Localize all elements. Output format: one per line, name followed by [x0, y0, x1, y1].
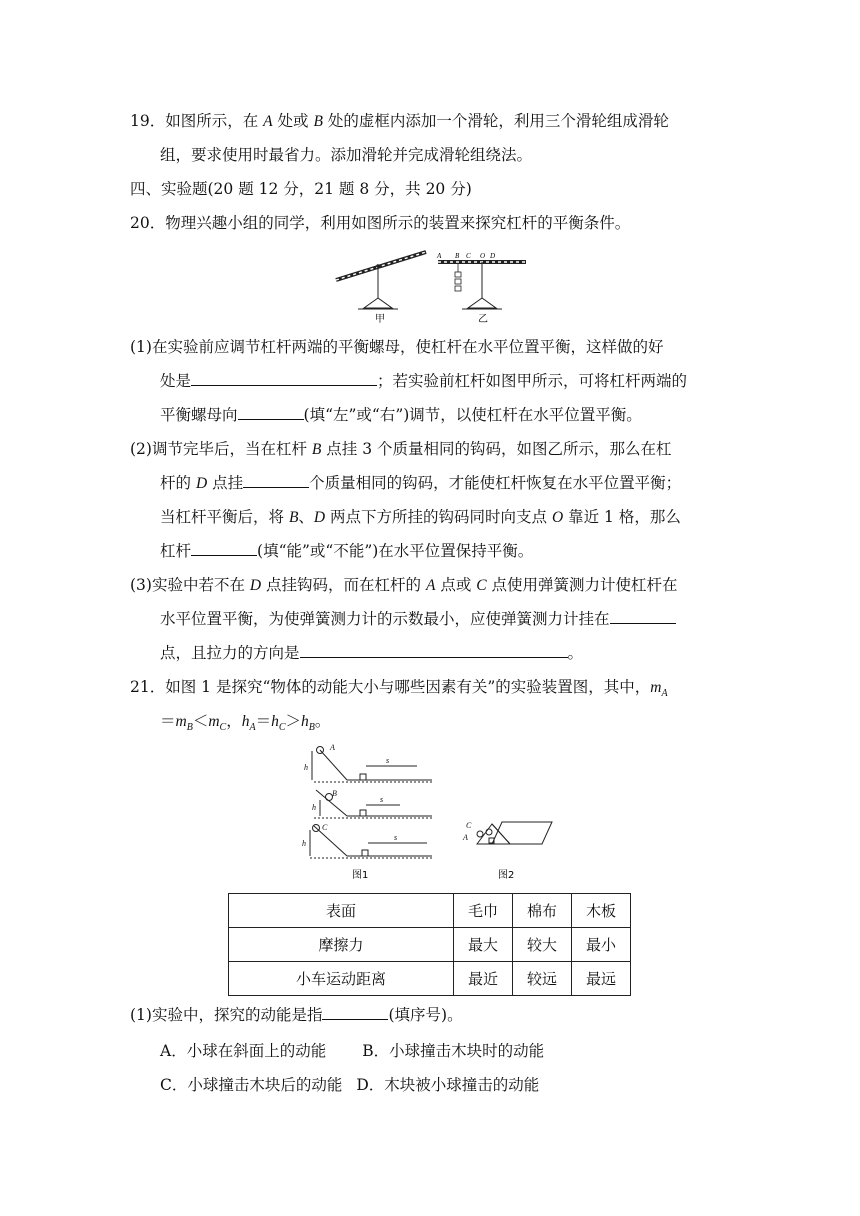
- fig-label-C: C: [322, 823, 328, 832]
- point-C: C: [466, 252, 471, 260]
- fig-label-A: A: [330, 743, 335, 752]
- table-cell: 最远: [572, 962, 631, 996]
- q20-p1-line-2: 处是 ；若实验前杠杆如图甲所示，可将杠杆两端的: [160, 372, 688, 390]
- section-heading: 四、实验题(20 题 12 分，21 题 8 分，共 20 分): [130, 180, 472, 198]
- fig1-caption: 图1: [352, 870, 369, 881]
- answer-blank[interactable]: [300, 642, 568, 658]
- option-a[interactable]: A．小球在斜面上的动能: [160, 1042, 327, 1060]
- table-cell: 较大: [513, 928, 572, 962]
- point-D: D: [490, 252, 496, 260]
- q20-p2-line-4: 杠杆 (填“能”或“不能”)在水平位置保持平衡。: [160, 542, 534, 560]
- q20-p2-line-2: 杆的 D 点挂 个质量相同的钩码，才能使杠杆恢复在水平位置平衡；: [160, 474, 682, 492]
- answer-blank[interactable]: [322, 1004, 388, 1020]
- surface-table: [228, 893, 631, 996]
- fig-label-s: s: [386, 756, 390, 765]
- q21-p1: (1)实验中，探究的动能是指 (填序号)。: [130, 1006, 463, 1024]
- answer-blank[interactable]: [191, 540, 257, 556]
- q20-p3-line-1: (3)实验中若不在 D 点挂钩码，而在杠杆的 A 点或 C 点使用弹簧测力计使杠杆在: [130, 576, 678, 594]
- q20-p3-line-3: 点，且拉力的方向是 。: [160, 644, 584, 662]
- q19-line-2: 组，要求使用时最省力。添加滑轮并完成滑轮组绕法。: [160, 146, 533, 164]
- fig2-caption: 图2: [498, 870, 515, 881]
- table-cell: 最近: [454, 962, 513, 996]
- answer-blank[interactable]: [610, 608, 676, 624]
- answer-blank[interactable]: [243, 472, 309, 488]
- lever-jia: [336, 252, 426, 309]
- q20-p1-line-3: 平衡螺母向 (填“左”或“右”)调节，以使杠杆在水平位置平衡。: [160, 406, 642, 424]
- lever-yi: [438, 262, 526, 309]
- fig-label-B: B: [332, 789, 337, 798]
- table-header: 表面: [229, 894, 454, 928]
- table-cell: 最小: [572, 928, 631, 962]
- option-c[interactable]: C．小球撞击木块后的动能: [160, 1076, 343, 1094]
- option-d[interactable]: D．木块被小球撞击的动能: [356, 1076, 540, 1094]
- q21-options-row-2: [160, 1074, 539, 1096]
- label-jia: 甲: [375, 314, 385, 324]
- fig-label-s: s: [394, 833, 398, 842]
- fig-label-h: h: [312, 803, 316, 812]
- answer-blank[interactable]: [238, 404, 304, 420]
- table-cell: 较远: [513, 962, 572, 996]
- q21-options-row-1: [160, 1040, 544, 1062]
- point-A: A: [437, 252, 442, 260]
- table-cell: 摩擦力: [229, 928, 454, 962]
- q20-p1-line-1: (1)在实验前应调节杠杆两端的平衡螺母，使杠杆在水平位置平衡，这样做的好: [130, 338, 664, 356]
- q20-p2-line-1: (2)调节完毕后，当在杠杆 B 点挂 3 个质量相同的钩码，如图乙所示，那么在杠: [130, 440, 672, 458]
- fig2-label-A: A: [463, 833, 468, 842]
- q21-stem-line-2: $=m_B<m_C$，$h_A=h_C>h_B$。: [160, 712, 331, 734]
- table-cell: 小车运动距离: [229, 962, 454, 996]
- table-row: [229, 928, 631, 962]
- table-header: 毛巾: [454, 894, 513, 928]
- answer-blank[interactable]: [191, 370, 377, 386]
- fig-label-s: s: [380, 795, 384, 804]
- label-yi: 乙: [478, 314, 488, 324]
- q21-stem-line-1: 21．如图 1 是探究“物体的动能大小与哪些因素有关”的实验装置图，其中，$m_A$: [130, 678, 668, 700]
- q19-line-1: 19．如图所示，在 A 处或 B 处的虚框内添加一个滑轮，利用三个滑轮组成滑轮: [130, 112, 669, 130]
- fig-label-h: h: [304, 763, 308, 772]
- q20-p2-line-3: 当杠杆平衡后，将 B、D 两点下方所挂的钩码同时向支点 O 靠近 1 格，那么: [160, 508, 681, 526]
- q20-stem: 20．物理兴趣小组的同学，利用如图所示的装置来探究杠杆的平衡条件。: [130, 214, 631, 232]
- table-header: 木板: [572, 894, 631, 928]
- fig2-label-C: C: [466, 821, 472, 830]
- point-O: O: [480, 252, 486, 260]
- table-row: [229, 962, 631, 996]
- table-cell: 最大: [454, 928, 513, 962]
- fig-label-h: h: [302, 839, 306, 848]
- table-header-row: [229, 894, 631, 928]
- lever-figure: [330, 246, 530, 324]
- point-B: B: [455, 252, 460, 260]
- q20-p3-line-2: 水平位置平衡，为使弹簧测力计的示数最小，应使弹簧测力计挂在: [160, 608, 676, 630]
- table-header: 棉布: [513, 894, 572, 928]
- kinetic-energy-figure: [302, 742, 562, 884]
- option-b[interactable]: B．小球撞击木块时的动能: [362, 1042, 545, 1060]
